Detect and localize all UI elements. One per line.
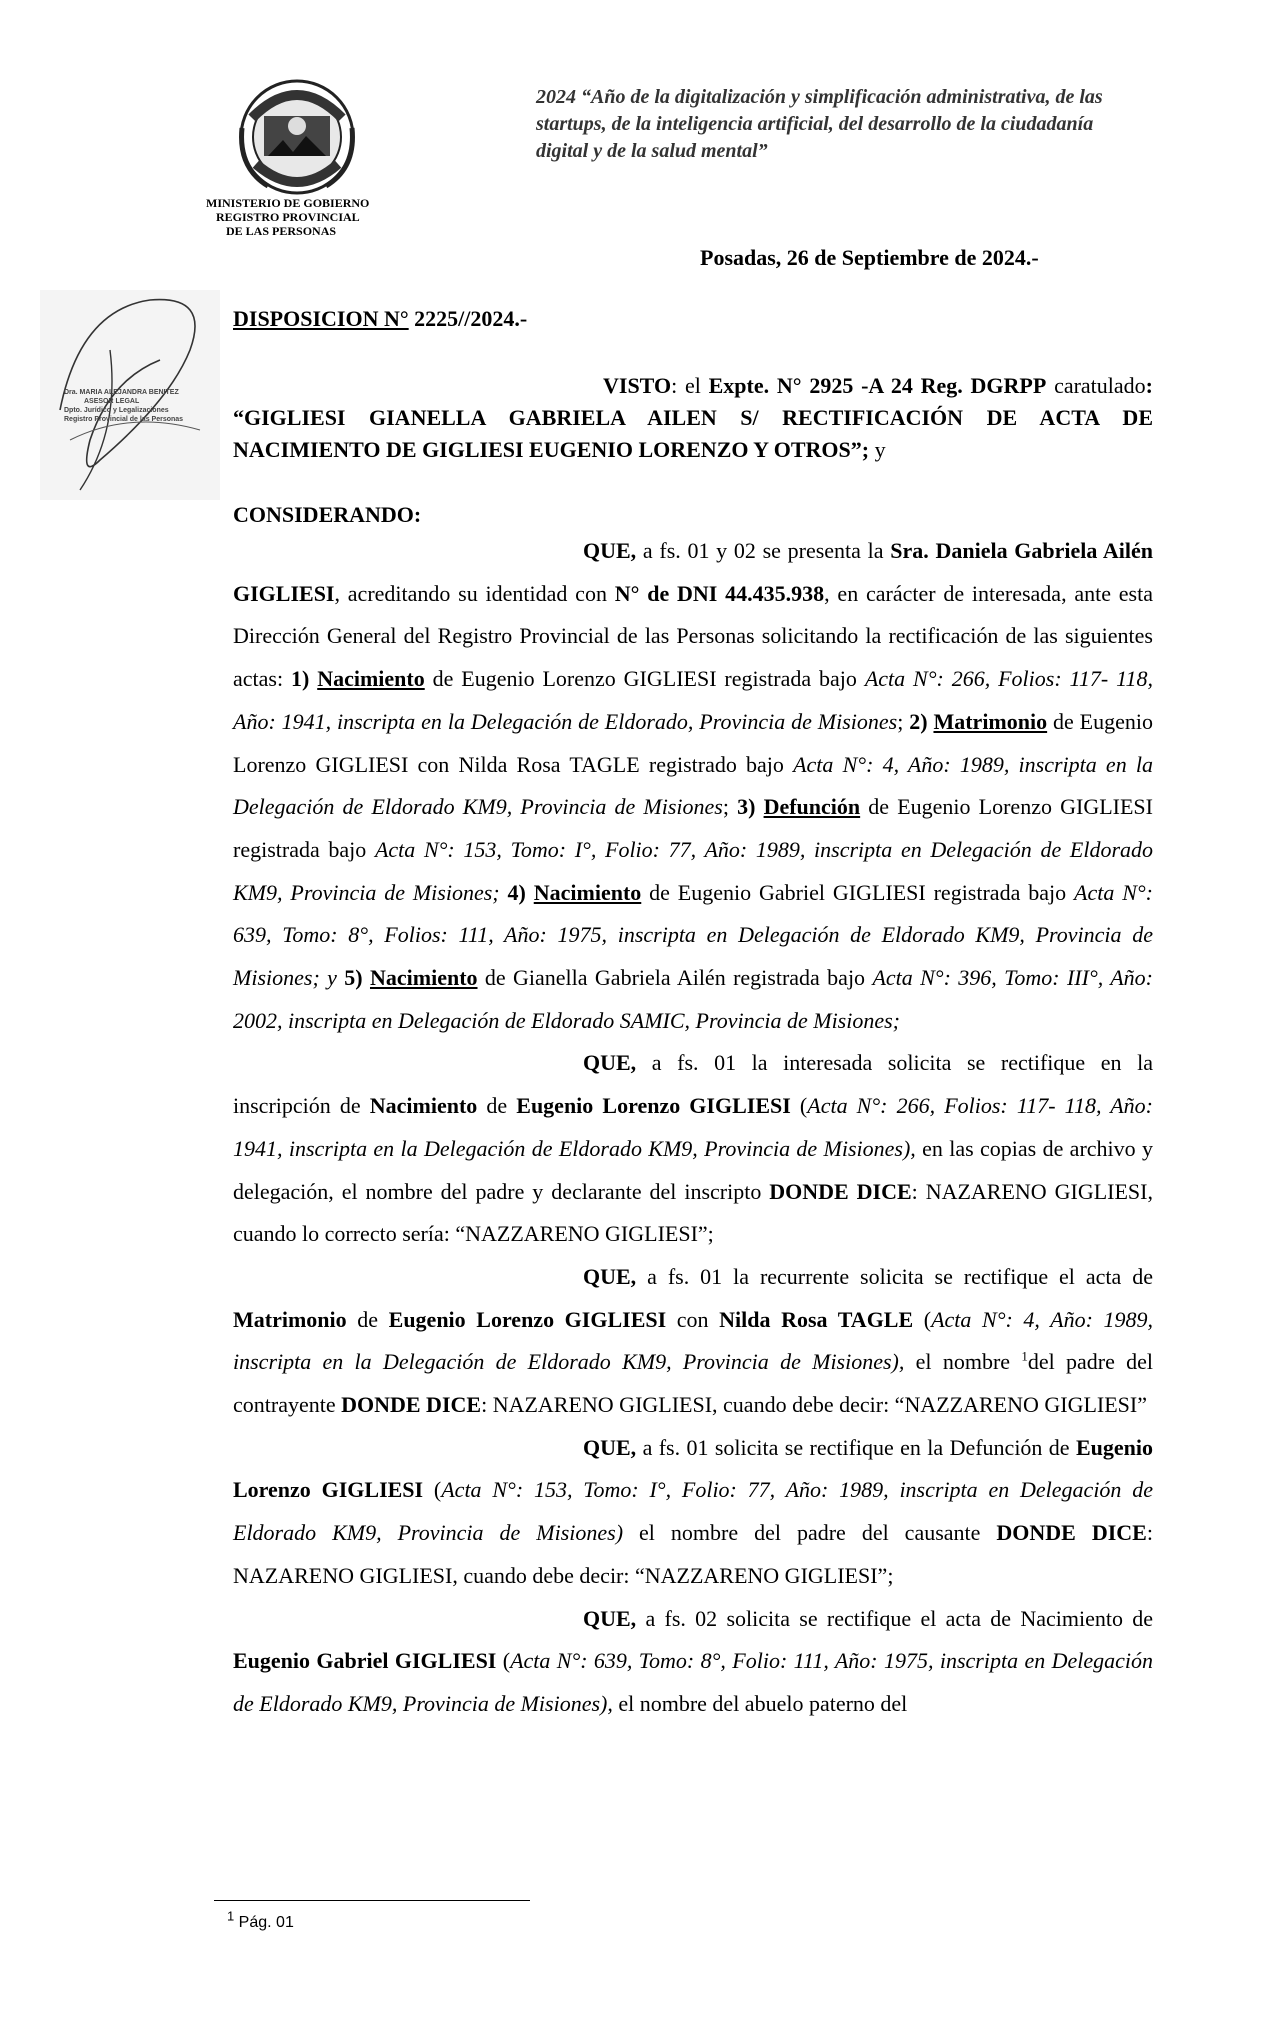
text: en las copias de archivo y delegación, el nombre del padre y declarante del inscripto	[233, 1135, 1153, 1204]
text: el nombre del padre del causante	[623, 1520, 997, 1546]
text: y	[869, 437, 886, 462]
item-number: 4)	[499, 879, 526, 905]
footnote-number: 1	[227, 1908, 235, 1924]
visto-label: VISTO	[603, 373, 672, 398]
item-number: 1)	[290, 666, 310, 692]
que-label: QUE,	[583, 1434, 637, 1460]
act-ref: Acta N°: 639, Tomo: 8°, Folio: 111, Año: 1975, inscripta en Delegación de Eldorado KM9, Provincia de Misiones),	[233, 1648, 1154, 1716]
person-name: Eugenio Gabriel GIGLIESI	[233, 1648, 497, 1674]
text: : NAZARENO GIGLIESI, cuando lo correcto sería: “NAZZARENO GIGLIESI”;	[233, 1178, 1153, 1247]
act-type: Nacimiento	[369, 965, 478, 991]
title-label: DISPOSICION N°	[233, 306, 409, 331]
act-ref: Acta N°: 396, Tomo: III°, Año: 2002, inscripta en Delegación de Eldorado SAMIC, Provincia de Misiones;	[233, 965, 1153, 1033]
province-seal-logo	[238, 78, 356, 196]
text: de Eugenio Lorenzo GIGLIESI registrada bajo	[424, 666, 865, 692]
text: el nombre del abuelo paterno del	[612, 1690, 908, 1716]
title-number: 2225//2024.-	[414, 306, 528, 331]
paragraph-1	[233, 530, 1153, 1042]
act-ref: Acta N°: 4, Año: 1989, inscripta en la Delegación de Eldorado KM9, Provincia de Misiones	[233, 751, 1153, 820]
text: : NAZARENO GIGLIESI, cuando debe decir: “NAZZARENO GIGLIESI”;	[233, 1520, 1153, 1588]
considerando-body	[233, 530, 1153, 1726]
item-number: 2)	[909, 708, 928, 734]
text: ;	[722, 794, 738, 820]
text: (	[790, 1093, 808, 1119]
act-type: Matrimonio	[933, 708, 1048, 734]
paragraph-2	[233, 1042, 1153, 1256]
stamp-line: Registro Provincial de las Personas	[64, 416, 184, 423]
expte: Expte. N° 2925 -A 24 Reg. DGRPP	[708, 373, 1047, 398]
text: (	[423, 1477, 442, 1503]
text: , acreditando su identidad con	[334, 580, 615, 606]
act-ref: Acta N°: 4, Año: 1989, inscripta en la Delegación de Eldorado KM9, Provincia de Misiones),	[233, 1306, 1153, 1375]
footnote-marker: 1	[1021, 1349, 1028, 1365]
que-label: QUE,	[583, 1605, 637, 1631]
text: a fs. 01 la recurrente solicita se rectifique el acta de	[636, 1263, 1153, 1289]
ministry-line: DE LAS PERSONAS	[226, 224, 337, 238]
que-label: QUE,	[583, 1263, 637, 1289]
donde-dice: DONDE DICE	[996, 1520, 1147, 1546]
text: , en carácter de interesada, ante esta Dirección General del Registro Provincial de las Personas solicitando la rectificación de las siguientes actas:	[233, 580, 1153, 692]
act-type: Nacimiento	[533, 879, 642, 905]
act-type: Nacimiento	[317, 666, 425, 692]
visto-paragraph	[233, 370, 1153, 466]
text: : NAZARENO GIGLIESI, cuando debe decir: “NAZZARENO GIGLIESI”	[481, 1392, 1148, 1418]
footnote	[227, 1908, 294, 1932]
act-type: Defunción	[763, 794, 861, 820]
text: de Gianella Gabriela Ailén registrada bajo	[477, 965, 873, 991]
disposition-title	[233, 306, 527, 332]
ministry-line: MINISTERIO DE GOBIERNO	[206, 196, 370, 210]
paragraph-5	[233, 1598, 1153, 1726]
text: de	[477, 1093, 517, 1119]
stamp-line: Dra. MARIA ALEJANDRA BENITEZ	[64, 389, 179, 396]
text: del padre del contrayente	[233, 1349, 1153, 1418]
text: a fs. 01 la interesada solicita se rectifique en la inscripción de	[233, 1050, 1153, 1119]
item-number: 5)	[336, 965, 363, 991]
person-name: Sra. Daniela Gabriela Ailén GIGLIESI	[233, 538, 1153, 606]
paragraph-3	[233, 1256, 1153, 1427]
dni: N° de DNI 44.435.938	[614, 580, 825, 606]
text: con	[666, 1306, 720, 1332]
text: a fs. 01 y 02 se presenta la	[636, 538, 891, 563]
ministry-line: REGISTRO PROVINCIAL	[216, 210, 360, 224]
act-ref: Acta N°: 639, Tomo: 8°, Folios: 111, Año: 1975, inscripta en Delegación de Eldorado KM9, Provincia de Misiones; y	[233, 879, 1153, 991]
person-name: Eugenio Lorenzo GIGLIESI	[388, 1306, 667, 1332]
que-label: QUE,	[583, 1050, 637, 1076]
act-ref: Acta N°: 153, Tomo: I°, Folio: 77, Año: 1989, inscripta en Delegación de Eldorado KM9, Provincia de Misiones;	[233, 836, 1154, 905]
text: de Eugenio Gabriel GIGLIESI registrada bajo	[641, 879, 1074, 905]
person-name: Eugenio Lorenzo GIGLIESI	[516, 1093, 791, 1119]
considerando-heading: CONSIDERANDO:	[233, 502, 422, 527]
text: el nombre	[904, 1349, 1022, 1375]
person-name: Nilda Rosa TAGLE	[719, 1306, 914, 1332]
act-ref: Acta N°: 153, Tomo: I°, Folio: 77, Año: 1989, inscripta en Delegación de Eldorado KM9, Provincia de Misiones)	[233, 1477, 1153, 1546]
act-ref: Acta N°: 266, Folios: 117- 118, Año: 1941, inscripta en la Delegación de Eldorado KM9, Provincia de Misiones),	[233, 1093, 1153, 1161]
caratula: : “GIGLIESI GIANELLA GABRIELA AILEN S/ RECTIFICACIÓN DE ACTA DE NACIMIENTO DE GIGLIESI EUGENIO LORENZO Y OTROS”;	[233, 373, 1153, 462]
stamp-line: ASESOR LEGAL	[84, 398, 140, 405]
text: a fs. 01 solicita se rectifique en la Defunción de	[636, 1434, 1076, 1460]
year-motto: 2024 “Año de la digitalización y simplificación administrativa, de las startups, de la inteligencia artificial, del desarrollo de la ciudadanía digital y de la salud mental”	[536, 86, 1103, 162]
paragraph-4	[233, 1427, 1153, 1598]
que-label: QUE,	[583, 538, 637, 563]
person-name: Eugenio Lorenzo GIGLIESI	[233, 1434, 1153, 1503]
text: : el	[671, 373, 709, 398]
signature-stamp	[64, 388, 183, 424]
donde-dice: DONDE DICE	[769, 1178, 912, 1204]
footnote-text: Pág. 01	[234, 1914, 294, 1931]
act-ref: Acta N°: 266, Folios: 117- 118, Año: 1941, inscripta en la Delegación de Eldorado, Provincia de Misiones	[233, 666, 1153, 734]
place-date: Posadas, 26 de Septiembre de 2024.-	[700, 245, 1039, 270]
footnote-divider	[214, 1900, 530, 1901]
text: a fs. 02 solicita se rectifique el acta de Nacimiento de	[636, 1605, 1153, 1631]
bold-text: Nacimiento	[369, 1093, 478, 1119]
text: ;	[897, 708, 910, 734]
ministry-block	[206, 196, 386, 238]
text: de Eugenio Lorenzo GIGLIESI registrada bajo	[233, 794, 1153, 862]
text: (	[496, 1648, 511, 1674]
text: caratulado	[1054, 373, 1146, 398]
text: de Eugenio Lorenzo GIGLIESI con Nilda Rosa TAGLE registrado bajo	[233, 708, 1153, 777]
text: (	[913, 1306, 932, 1332]
text: de	[346, 1306, 389, 1332]
stamp-line: Dpto. Jurídico y Legalizaciones	[64, 407, 169, 414]
donde-dice: DONDE DICE	[341, 1392, 482, 1418]
bold-text: Matrimonio	[233, 1306, 347, 1332]
item-number: 3)	[737, 794, 756, 820]
